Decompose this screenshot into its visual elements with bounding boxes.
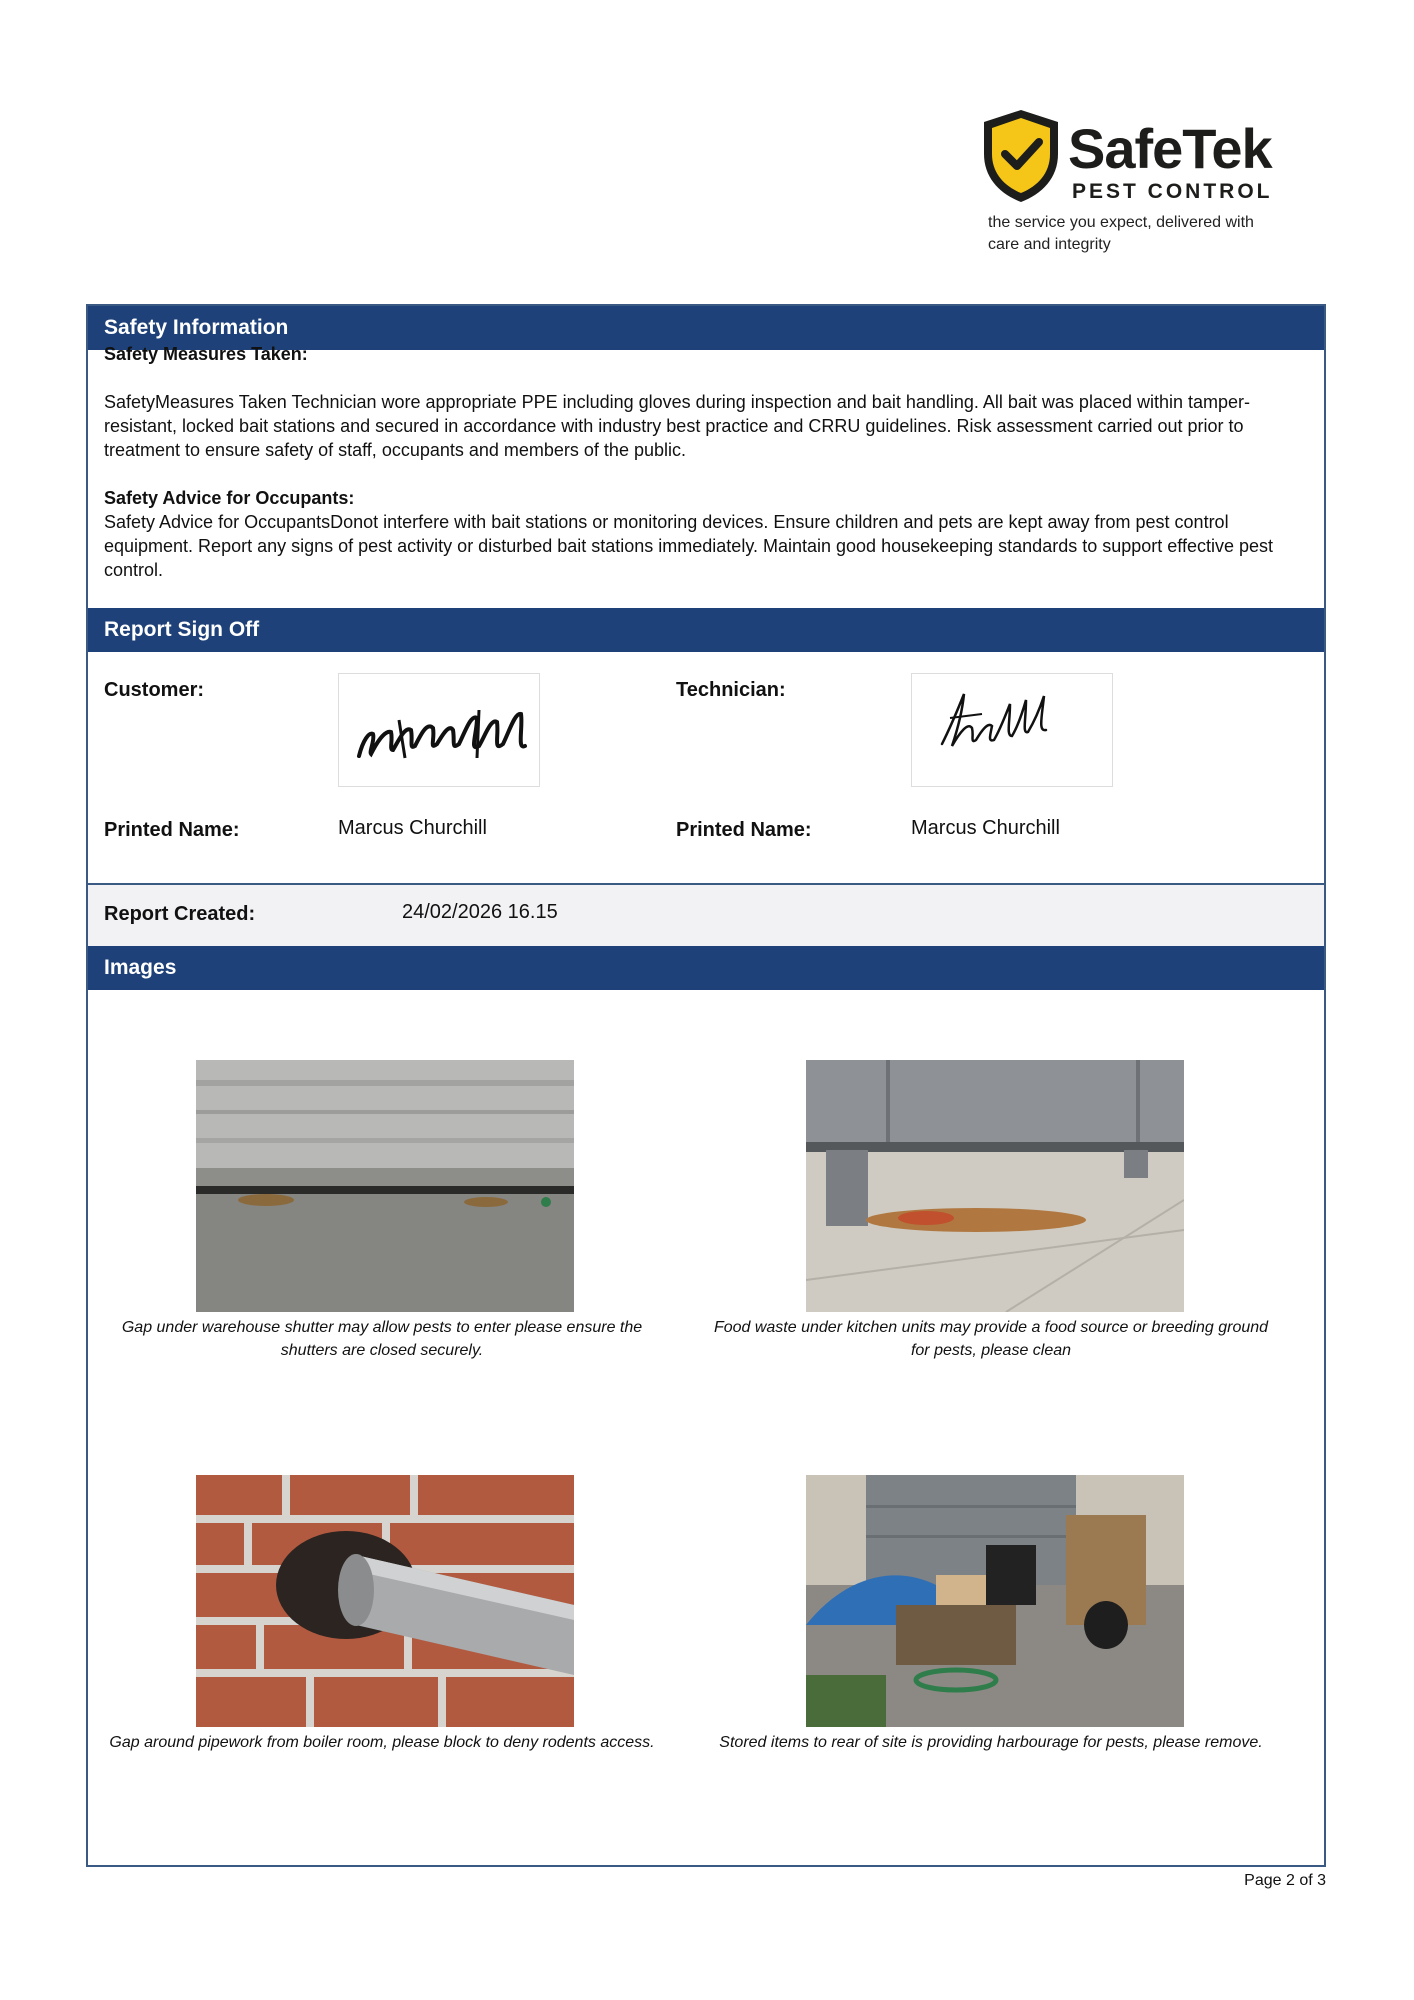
image-caption: Gap around pipework from boiler room, please block to deny rodents access. bbox=[109, 1734, 655, 1751]
image-pipework bbox=[196, 1475, 574, 1727]
customer-printed-name-label: Printed Name: bbox=[104, 819, 240, 841]
customer-label: Customer: bbox=[104, 679, 205, 701]
shield-check-icon bbox=[980, 108, 1062, 204]
customer-printed-name: Marcus Churchill bbox=[338, 817, 487, 839]
image-stored-items bbox=[806, 1475, 1184, 1727]
safety-measures-text: SafetyMeasures Taken Technician wore appropriate PPE including gloves during inspection and bait handling. All bait was placed within tamper-resistant, locked bait stations and secured in accordance with industry best practice and CRRU guidelines. Risk assessment carried out prior to treatment to ensure safety of staff, occupants and members of the public. bbox=[104, 392, 1251, 460]
logo-tagline: the service you expect, delivered with care and integrity bbox=[988, 214, 1254, 253]
safety-measures-label: Safety Measures Taken: bbox=[104, 344, 308, 364]
customer-signature bbox=[338, 673, 540, 787]
page-number: Page 2 of 3 bbox=[1244, 1872, 1326, 1889]
image-warehouse-shutter bbox=[196, 1060, 574, 1312]
image-caption: Gap under warehouse shutter may allow pests to enter please ensure the shutters are closed securely. bbox=[121, 1319, 643, 1359]
technician-printed-name: Marcus Churchill bbox=[911, 817, 1060, 839]
images-header: Images bbox=[88, 946, 1324, 990]
safety-information-header: Safety Information bbox=[88, 306, 1324, 350]
technician-label: Technician: bbox=[676, 679, 786, 701]
report-created-value: 24/02/2026 16.15 bbox=[402, 901, 558, 923]
safety-advice-label: Safety Advice for Occupants: bbox=[104, 488, 355, 508]
image-caption: Food waste under kitchen units may provide a food source or breeding ground for pests, please clean bbox=[713, 1319, 1269, 1359]
technician-signature bbox=[911, 673, 1113, 787]
report-created-row bbox=[88, 885, 1324, 946]
logo-subtitle: PEST CONTROL bbox=[1072, 180, 1273, 203]
report-sign-off-header: Report Sign Off bbox=[88, 608, 1324, 652]
safety-advice-text: Safety Advice for OccupantsDonot interfere with bait stations or monitoring devices. Ensure children and pets are kept away from pest control equipment. Report any signs of pest activity or disturbed bait stations immediately. Maintain good housekeeping standards to support effective pest control. bbox=[104, 512, 1273, 580]
logo-name: SafeTek bbox=[1068, 117, 1272, 180]
company-logo bbox=[980, 108, 1310, 268]
report-created-label: Report Created: bbox=[104, 903, 256, 925]
report-frame bbox=[86, 304, 1326, 1867]
technician-printed-name-label: Printed Name: bbox=[676, 819, 812, 841]
image-kitchen-units bbox=[806, 1060, 1184, 1312]
image-caption: Stored items to rear of site is providing harbourage for pests, please remove. bbox=[719, 1734, 1263, 1751]
